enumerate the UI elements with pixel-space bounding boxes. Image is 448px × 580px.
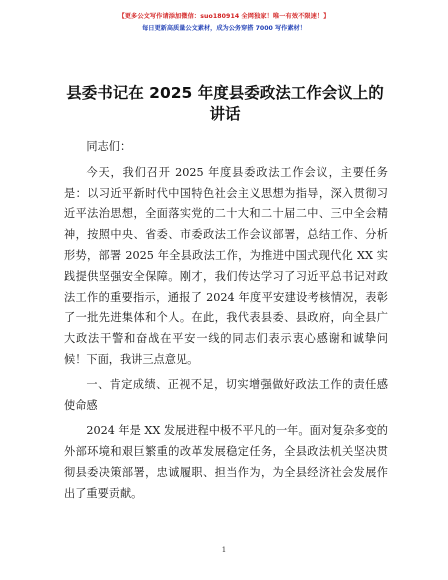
promo-banner-line-2: 每日更新高质量公文素材，成为公务穿搭 7000 写作素材！ <box>142 25 306 32</box>
document-title: 县委书记在 2025 年度县委政法工作会议上的讲话 <box>66 84 384 123</box>
document-body <box>64 137 388 505</box>
paragraph-opening: 今天，我们召开 2025 年度县委政法工作会议，主要任务是：以习近平新时代中国特色社会主义思想为指导，深入贯彻习近平法治思想，全面落实党的二十大和二十届二中、三中全会精神，按照中央、省委、市委政法工作会议部署，总结工作、分析形势，部署 2025 年全县政法工作，为推进中国式现代化 XX 实践提供坚强安全保障。刚才，我们传达学习了习近平总书记对政法工作的重要指示，通报了 2024 年度平安建设考核情况，表彰了一批先进集体和个人。在此，我代表县委、县政府，向全县广大政法干警和奋战在平安一线的同志们表示衷心感谢和诚挚问候！下面，我讲三点意见。 <box>64 165 388 366</box>
page-number: 1 <box>221 546 227 554</box>
section-heading-1: 一、肯定成绩、正视不足，切实增强做好政法工作的责任感使命感 <box>64 377 388 412</box>
promo-banner-line-1: 【更多公文写作请添加微信：suo180914 全网独家！唯一有效不限速！】 <box>118 13 330 20</box>
greeting: 同志们： <box>86 140 132 153</box>
paragraph-achievements: 2024 年是 XX 发展进程中极不平凡的一年。面对复杂多变的外部环境和艰巨繁重的改革发展稳定任务，全县政法机关坚决贯彻县委决策部署，忠诚履职、担当作为，为全县经济社会发展作出了重要贡献。 <box>64 424 388 500</box>
promo-banner <box>0 12 448 34</box>
